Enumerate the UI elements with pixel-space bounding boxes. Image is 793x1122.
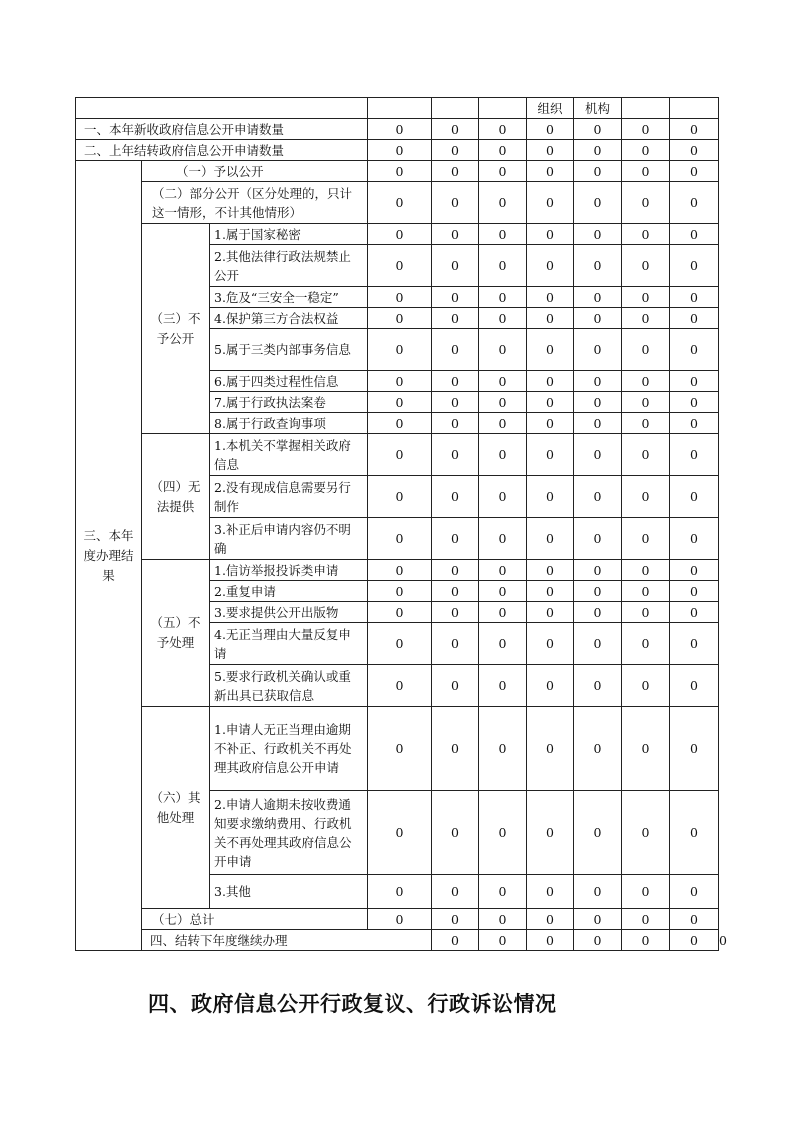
value-cell: 0: [479, 623, 527, 665]
value-cell: 0: [368, 182, 432, 224]
row-label: （二）部分公开（区分处理的，只计这一情形，不计其他情形）: [142, 182, 368, 224]
value-cell: 0: [432, 909, 479, 930]
value-cell: 0: [432, 371, 479, 392]
value-cell: 0: [574, 329, 622, 371]
value-cell: 0: [432, 623, 479, 665]
value-cell: 0: [670, 308, 719, 329]
value-cell: 0: [670, 287, 719, 308]
value-cell: 0: [574, 287, 622, 308]
row-label: 1.申请人无正当理由逾期不补正、行政机关不再处理其政府信息公开申请: [210, 707, 368, 791]
value-cell: 0: [670, 875, 719, 909]
value-cell: 0: [622, 287, 670, 308]
value-cell: 0: [479, 875, 527, 909]
value-cell: 0: [479, 791, 527, 875]
row-label: 2.重复申请: [210, 581, 368, 602]
row-label: 四、结转下年度继续办理: [142, 930, 432, 951]
value-cell: 0: [574, 909, 622, 930]
value-cell: 0: [622, 392, 670, 413]
value-cell: 0: [574, 161, 622, 182]
value-cell: 0: [527, 413, 574, 434]
value-cell: 0: [527, 476, 574, 518]
value-cell: 0: [574, 371, 622, 392]
row-label: 8.属于行政查询事项: [210, 413, 368, 434]
value-cell: 0: [670, 371, 719, 392]
value-cell: 0: [622, 245, 670, 287]
value-cell: 0: [622, 476, 670, 518]
value-cell: 0: [670, 224, 719, 245]
value-cell: 0: [574, 623, 622, 665]
value-cell: 0: [574, 224, 622, 245]
value-cell: 0: [670, 623, 719, 665]
value-cell: 0: [479, 560, 527, 581]
value-cell: 0: [622, 875, 670, 909]
row-label: 5.属于三类内部事务信息: [210, 329, 368, 371]
value-cell: 0: [479, 392, 527, 413]
value-cell: 0: [479, 602, 527, 623]
value-cell: 0: [368, 413, 432, 434]
table-row: [76, 707, 719, 791]
value-cell: 0: [574, 140, 622, 161]
value-cell: 0: [670, 560, 719, 581]
value-cell: 0: [574, 476, 622, 518]
value-cell: 0: [527, 560, 574, 581]
value-cell: 0: [527, 308, 574, 329]
header-cell: [479, 98, 527, 119]
value-cell: 0: [527, 182, 574, 224]
value-cell: 0: [368, 224, 432, 245]
value-cell: 0: [479, 413, 527, 434]
value-cell: 0: [670, 329, 719, 371]
value-cell: 0: [479, 161, 527, 182]
value-cell: 0: [670, 434, 719, 476]
group-label: （六）其他处理: [142, 707, 210, 909]
value-cell: 0: [622, 371, 670, 392]
value-cell: 0: [527, 245, 574, 287]
value-cell: 0: [432, 329, 479, 371]
value-cell: 0: [432, 707, 479, 791]
value-cell: 0: [479, 707, 527, 791]
value-cell: 0: [574, 581, 622, 602]
value-cell: 0: [432, 182, 479, 224]
row-label: 5.要求行政机关确认或重新出具已获取信息: [210, 665, 368, 707]
header-row: [76, 98, 719, 119]
row-label: 2.没有现成信息需要另行制作: [210, 476, 368, 518]
header-cell: [76, 98, 368, 119]
value-cell: 0: [622, 224, 670, 245]
value-cell: 0: [368, 371, 432, 392]
table-row: 四、结转下年度继续办理 0 0 0 0 0 0 0: [76, 930, 719, 951]
value-cell: 0: [432, 119, 479, 140]
table-row: [76, 182, 719, 224]
value-cell: 0: [527, 518, 574, 560]
row-label: 1.本机关不掌握相关政府信息: [210, 434, 368, 476]
header-cell: [622, 98, 670, 119]
value-cell: 0: [670, 476, 719, 518]
value-cell: 0: [574, 308, 622, 329]
group-label: （五）不予处理: [142, 560, 210, 707]
value-cell: 0: [670, 182, 719, 224]
value-cell: 0: [574, 182, 622, 224]
value-cell: 0: [479, 665, 527, 707]
value-cell: 0: [574, 392, 622, 413]
value-cell: 0: [622, 707, 670, 791]
value-cell: 0: [622, 308, 670, 329]
section-heading: 四、政府信息公开行政复议、行政诉讼情况: [148, 992, 557, 1016]
value-cell: 0: [670, 665, 719, 707]
value-cell: 0: [479, 909, 527, 930]
value-cell: 0: [432, 560, 479, 581]
value-cell: 0: [368, 581, 432, 602]
value-cell: 0: [527, 875, 574, 909]
value-cell: 0: [622, 434, 670, 476]
table-row: [76, 434, 719, 476]
value-cell: 0: [479, 224, 527, 245]
value-cell: 0: [432, 791, 479, 875]
value-cell: 0: [479, 518, 527, 560]
value-cell: 0: [622, 930, 670, 951]
value-cell: 0: [479, 581, 527, 602]
row-label: 6.属于四类过程性信息: [210, 371, 368, 392]
value-cell: 0: [670, 413, 719, 434]
value-cell: 0: [622, 329, 670, 371]
value-cell: 0: [527, 371, 574, 392]
value-cell: 0: [574, 875, 622, 909]
value-cell: 0: [670, 909, 719, 930]
value-cell: 0: [574, 245, 622, 287]
group-label: （三）不予公开: [142, 224, 210, 434]
value-cell: 0: [368, 875, 432, 909]
value-cell: 0: [670, 602, 719, 623]
value-cell: 0: [527, 392, 574, 413]
table-row: [76, 119, 719, 140]
value-cell: 0: [670, 707, 719, 791]
value-cell: 0: [622, 413, 670, 434]
value-cell: 0: [479, 329, 527, 371]
value-cell: 0: [479, 476, 527, 518]
value-cell: 0: [670, 161, 719, 182]
row-label: 2.申请人逾期未按收费通知要求缴纳费用、行政机关不再处理其政府信息公开申请: [210, 791, 368, 875]
value-cell: 0: [432, 581, 479, 602]
value-cell: 0: [432, 413, 479, 434]
table-row: [76, 161, 719, 182]
row-label: （七）总计: [142, 909, 368, 930]
row-label: 3.要求提供公开出版物: [210, 602, 368, 623]
value-cell: 0: [432, 476, 479, 518]
value-cell: 0: [432, 875, 479, 909]
value-cell: 0: [432, 245, 479, 287]
header-cell: [432, 98, 479, 119]
value-cell: 0: [432, 140, 479, 161]
value-cell: 0: [368, 119, 432, 140]
value-cell: 0: [368, 665, 432, 707]
value-cell: 0: [574, 560, 622, 581]
row-label: 3.危及“三安全一稳定”: [210, 287, 368, 308]
value-cell: 0: [527, 140, 574, 161]
value-cell: 0: [432, 930, 479, 951]
value-cell: 0: [368, 560, 432, 581]
value-cell: 0: [622, 665, 670, 707]
value-cell: 0: [432, 224, 479, 245]
section-label: 三、本年度办理结果: [76, 161, 142, 951]
value-cell: 0: [432, 392, 479, 413]
value-cell: 0: [527, 581, 574, 602]
value-cell: 0: [368, 518, 432, 560]
row-label: 一、本年新收政府信息公开申请数量: [76, 119, 368, 140]
value-cell: 0: [432, 308, 479, 329]
value-cell: 0: [622, 560, 670, 581]
value-cell: 0: [368, 392, 432, 413]
value-cell: 0: [622, 623, 670, 665]
row-label: （一）予以公开: [142, 161, 368, 182]
value-cell: 0: [574, 665, 622, 707]
value-cell: 0: [479, 371, 527, 392]
value-cell: 0: [368, 434, 432, 476]
value-cell: 0: [479, 245, 527, 287]
value-cell: 0: [622, 182, 670, 224]
value-cell: 0: [527, 707, 574, 791]
value-cell: 0: [527, 623, 574, 665]
value-cell: 0: [368, 140, 432, 161]
value-cell: 0: [670, 581, 719, 602]
value-cell: 0: [622, 602, 670, 623]
value-cell: 0: [432, 602, 479, 623]
value-cell: 0: [622, 140, 670, 161]
value-cell: 0: [574, 707, 622, 791]
value-cell: 0: [432, 665, 479, 707]
value-cell: 0: [479, 308, 527, 329]
value-cell: 0: [670, 392, 719, 413]
row-label: 4.保护第三方合法权益: [210, 308, 368, 329]
value-cell: 0: [670, 518, 719, 560]
value-cell: 0: [670, 245, 719, 287]
value-cell: 0: [622, 161, 670, 182]
value-cell: 0: [479, 930, 527, 951]
value-cell: 0: [574, 791, 622, 875]
value-cell: 0: [368, 245, 432, 287]
value-cell: 0: [527, 791, 574, 875]
value-cell: 0: [574, 119, 622, 140]
value-cell: 0: [527, 287, 574, 308]
header-cell: [368, 98, 432, 119]
value-cell: 0: [368, 602, 432, 623]
value-cell: 0: [574, 434, 622, 476]
value-cell: 0: [368, 161, 432, 182]
row-label: 二、上年结转政府信息公开申请数量: [76, 140, 368, 161]
value-cell: 0: [527, 602, 574, 623]
value-cell: 0: [368, 287, 432, 308]
value-cell: 0: [670, 140, 719, 161]
value-cell: 0: [622, 518, 670, 560]
value-cell: 0: [368, 329, 432, 371]
value-cell: 0: [479, 434, 527, 476]
value-cell: 0: [574, 413, 622, 434]
header-cell: 机构: [574, 98, 622, 119]
value-cell: 0: [670, 930, 719, 951]
value-cell: 0: [527, 224, 574, 245]
row-label: 3.补正后申请内容仍不明确: [210, 518, 368, 560]
value-cell: 0: [527, 161, 574, 182]
value-cell: 0: [432, 434, 479, 476]
value-cell: 0: [432, 161, 479, 182]
value-cell: 0: [574, 518, 622, 560]
group-label: （四）无法提供: [142, 434, 210, 560]
value-cell: 0: [622, 791, 670, 875]
header-cell: [670, 98, 719, 119]
value-cell: 0: [574, 930, 622, 951]
row-label: 4.无正当理由大量反复申请: [210, 623, 368, 665]
table-row: [76, 224, 719, 245]
header-cell: 组织: [527, 98, 574, 119]
value-cell: 0: [432, 287, 479, 308]
value-cell: 0: [670, 119, 719, 140]
value-cell: 0: [432, 518, 479, 560]
value-cell: 0: [670, 791, 719, 875]
table-row: [76, 560, 719, 581]
row-label: 7.属于行政执法案卷: [210, 392, 368, 413]
statistics-table: [75, 97, 727, 951]
value-cell: 0: [479, 140, 527, 161]
value-cell: 0: [527, 119, 574, 140]
value-cell: 0: [574, 602, 622, 623]
value-cell: 0: [368, 909, 432, 930]
value-cell: 0: [479, 287, 527, 308]
value-cell: 0: [527, 329, 574, 371]
value-cell: 0: [479, 182, 527, 224]
table-row: [76, 140, 719, 161]
row-label: 2.其他法律行政法规禁止公开: [210, 245, 368, 287]
value-cell: 0: [622, 581, 670, 602]
value-cell: 0: [527, 909, 574, 930]
value-cell: 0: [527, 930, 574, 951]
value-cell: 0: [527, 665, 574, 707]
value-cell: 0: [368, 623, 432, 665]
value-cell: 0: [479, 119, 527, 140]
value-cell: 0: [368, 791, 432, 875]
row-label: 1.属于国家秘密: [210, 224, 368, 245]
row-label: 1.信访举报投诉类申请: [210, 560, 368, 581]
value-cell: 0: [368, 707, 432, 791]
value-cell: 0: [622, 119, 670, 140]
value-cell: 0: [527, 434, 574, 476]
value-cell: 0: [368, 476, 432, 518]
table-row: [76, 909, 719, 930]
row-label: 3.其他: [210, 875, 368, 909]
value-cell: 0: [368, 308, 432, 329]
value-cell: 0: [622, 909, 670, 930]
